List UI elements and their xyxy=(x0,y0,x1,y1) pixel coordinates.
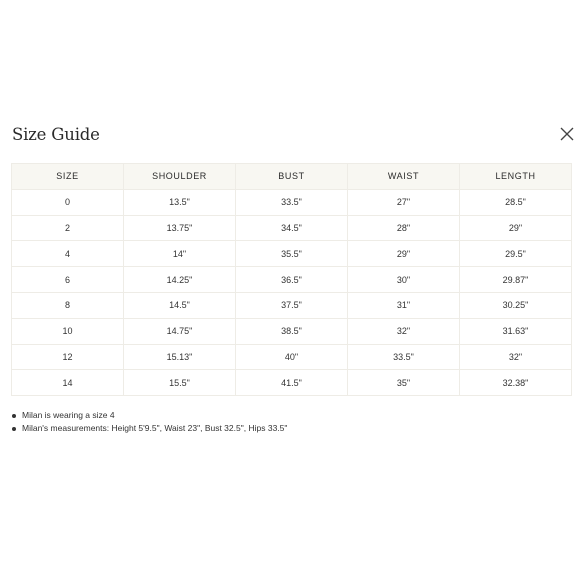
cell-waist: 28" xyxy=(348,215,460,241)
cell-shoulder: 14" xyxy=(124,241,236,267)
cell-shoulder: 14.25" xyxy=(124,267,236,293)
cell-bust: 37.5" xyxy=(236,292,348,318)
table-header-row xyxy=(12,164,572,190)
table-row xyxy=(12,344,572,370)
cell-length: 31.63" xyxy=(460,318,572,344)
cell-length: 32.38" xyxy=(460,370,572,396)
cell-shoulder: 13.5" xyxy=(124,189,236,215)
cell-waist: 29" xyxy=(348,241,460,267)
modal-title: Size Guide xyxy=(12,125,100,144)
cell-size: 10 xyxy=(12,318,124,344)
cell-bust: 33.5" xyxy=(236,189,348,215)
cell-waist: 32" xyxy=(348,318,460,344)
cell-shoulder: 15.13" xyxy=(124,344,236,370)
header-shoulder: SHOULDER xyxy=(124,164,236,190)
table-row xyxy=(12,292,572,318)
cell-waist: 33.5" xyxy=(348,344,460,370)
note-text: Milan's measurements: Height 5'9.5", Waist 23", Bust 32.5", Hips 33.5" xyxy=(22,423,288,433)
cell-shoulder: 15.5" xyxy=(124,370,236,396)
cell-length: 29.5" xyxy=(460,241,572,267)
bullet-icon xyxy=(12,427,16,431)
cell-bust: 40" xyxy=(236,344,348,370)
table-row xyxy=(12,370,572,396)
cell-size: 2 xyxy=(12,215,124,241)
note-text: Milan is wearing a size 4 xyxy=(22,410,115,420)
header-size: SIZE xyxy=(12,164,124,190)
cell-shoulder: 14.75" xyxy=(124,318,236,344)
header-waist: WAIST xyxy=(348,164,460,190)
cell-size: 8 xyxy=(12,292,124,318)
cell-waist: 31" xyxy=(348,292,460,318)
close-button[interactable] xyxy=(557,124,577,144)
cell-length: 29.87" xyxy=(460,267,572,293)
cell-shoulder: 14.5" xyxy=(124,292,236,318)
cell-bust: 41.5" xyxy=(236,370,348,396)
cell-bust: 38.5" xyxy=(236,318,348,344)
cell-size: 14 xyxy=(12,370,124,396)
cell-bust: 36.5" xyxy=(236,267,348,293)
list-item xyxy=(12,409,287,422)
cell-bust: 34.5" xyxy=(236,215,348,241)
cell-bust: 35.5" xyxy=(236,241,348,267)
cell-waist: 27" xyxy=(348,189,460,215)
close-icon[interactable] xyxy=(557,124,577,144)
table-row xyxy=(12,189,572,215)
size-table xyxy=(11,163,572,396)
table-row xyxy=(12,267,572,293)
cell-waist: 35" xyxy=(348,370,460,396)
cell-length: 29" xyxy=(460,215,572,241)
list-item xyxy=(12,422,287,435)
cell-length: 28.5" xyxy=(460,189,572,215)
table-row xyxy=(12,241,572,267)
header-length: LENGTH xyxy=(460,164,572,190)
table-row xyxy=(12,215,572,241)
cell-shoulder: 13.75" xyxy=(124,215,236,241)
cell-size: 12 xyxy=(12,344,124,370)
cell-length: 32" xyxy=(460,344,572,370)
cell-waist: 30" xyxy=(348,267,460,293)
cell-size: 0 xyxy=(12,189,124,215)
cell-size: 6 xyxy=(12,267,124,293)
model-notes xyxy=(12,409,287,435)
cell-length: 30.25" xyxy=(460,292,572,318)
header-bust: BUST xyxy=(236,164,348,190)
bullet-icon xyxy=(12,414,16,418)
table-row xyxy=(12,318,572,344)
cell-size: 4 xyxy=(12,241,124,267)
